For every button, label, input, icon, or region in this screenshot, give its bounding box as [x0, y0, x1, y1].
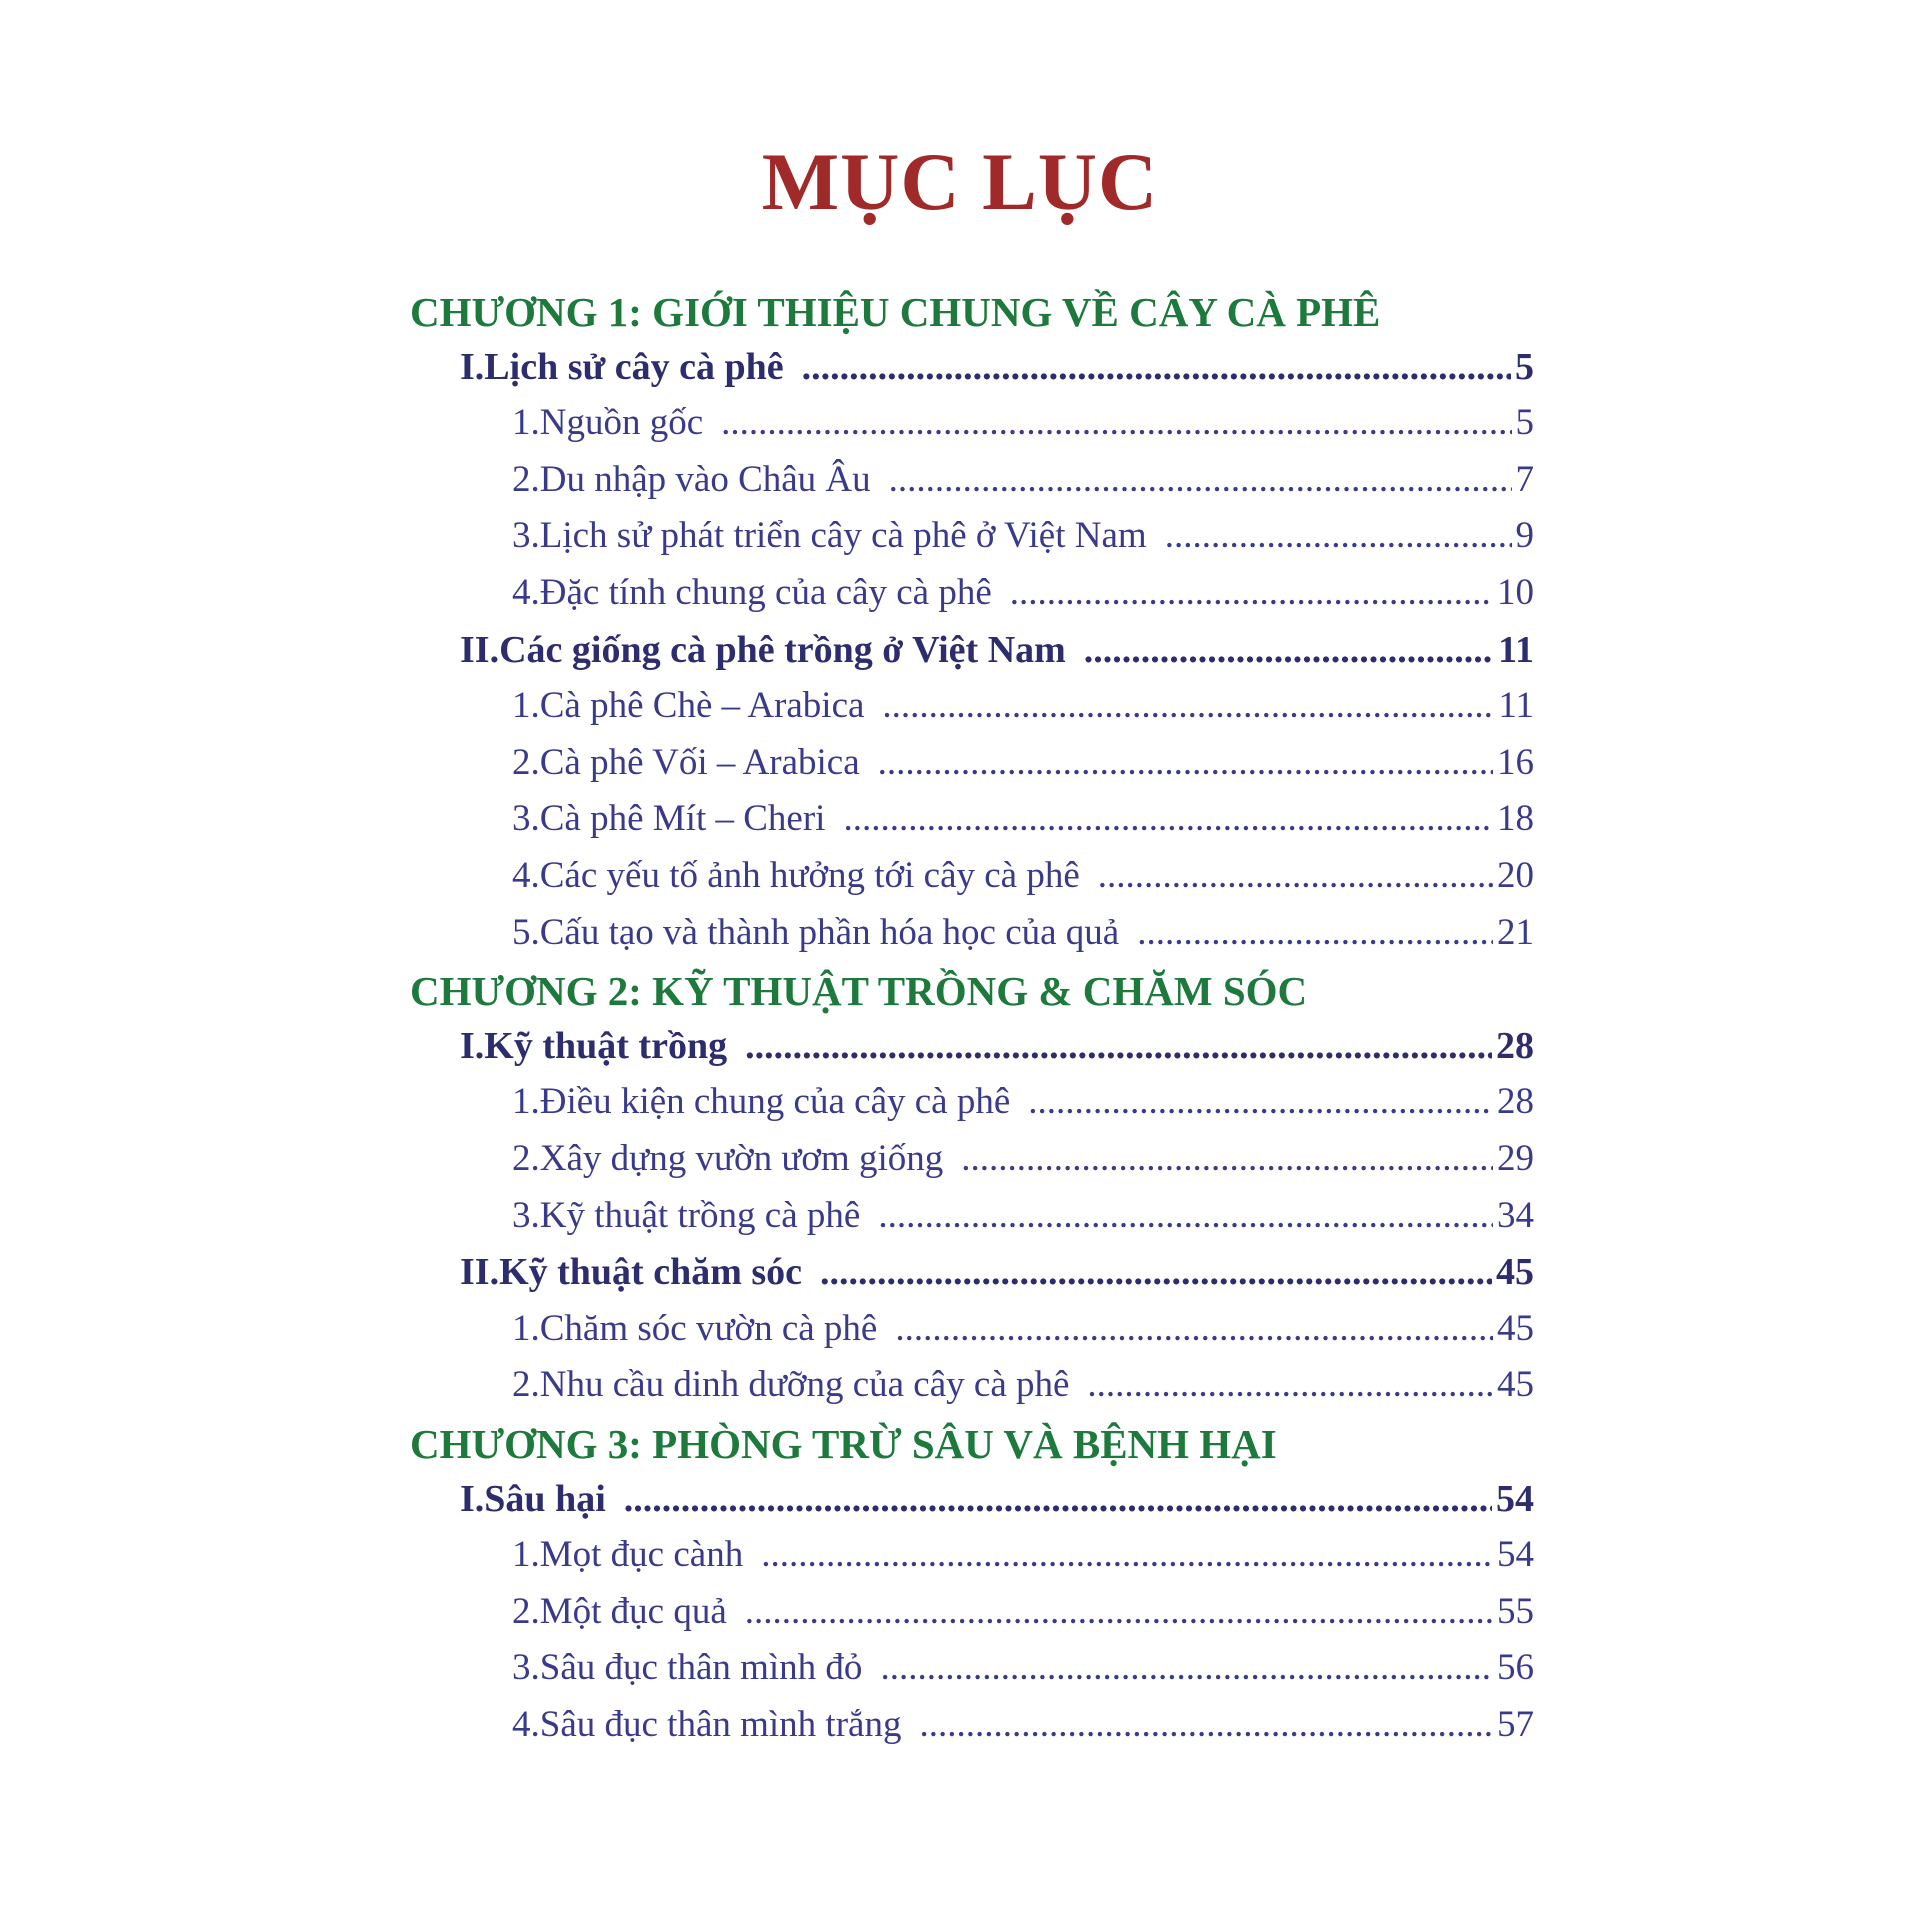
- page-number: 45: [1496, 1251, 1534, 1293]
- page-number: 11: [1498, 685, 1534, 726]
- entry-number: 5.: [512, 912, 540, 953]
- entry-number: 4.: [512, 572, 540, 613]
- toc-item: [512, 514, 1534, 557]
- toc-item: [512, 911, 1534, 954]
- dot-leader: [1010, 571, 1493, 614]
- page-number: 20: [1497, 855, 1534, 896]
- entry-number: I.: [460, 1025, 485, 1067]
- dot-leader: [745, 1590, 1493, 1633]
- entry-label: Nhu cầu dinh dưỡng của cây cà phê: [539, 1364, 1070, 1405]
- page-number: 54: [1497, 1534, 1534, 1575]
- toc-item: [512, 1533, 1534, 1576]
- entry-label: Các yếu tố ảnh hưởng tới cây cà phê: [539, 855, 1080, 896]
- entry-number: 3.: [512, 798, 540, 839]
- toc-section: [460, 1477, 1534, 1521]
- toc-item: [512, 854, 1534, 897]
- page-number: 28: [1497, 1081, 1534, 1122]
- toc-item: [512, 1703, 1534, 1746]
- entry-label: Lịch sử phát triển cây cà phê ở Việt Nam: [539, 515, 1147, 556]
- toc-item: [512, 1363, 1534, 1406]
- entry-number: 3.: [512, 1195, 540, 1236]
- dot-leader: [721, 401, 1511, 444]
- entry-number: 1.: [512, 1534, 540, 1575]
- entry-number: II.: [460, 629, 500, 671]
- toc-item: [512, 1307, 1534, 1350]
- page-number: 55: [1497, 1591, 1534, 1632]
- entry-number: 2.: [512, 1138, 540, 1179]
- page-number: 16: [1497, 742, 1534, 783]
- entry-label: Cà phê Vối – Arabica: [539, 742, 860, 783]
- entry-number: 2.: [512, 1591, 540, 1632]
- entry-number: 4.: [512, 855, 540, 896]
- page-number: 10: [1497, 572, 1534, 613]
- entry-label: Sâu hại: [484, 1478, 606, 1520]
- entry-number: 2.: [512, 742, 540, 783]
- entry-label: Điều kiện chung của cây cà phê: [539, 1081, 1011, 1122]
- page-number: 56: [1497, 1647, 1534, 1688]
- entry-label: Cà phê Mít – Cheri: [539, 798, 826, 839]
- toc-item: [512, 741, 1534, 784]
- dot-leader: [878, 741, 1493, 784]
- page-number: 11: [1498, 629, 1534, 671]
- dot-leader: [843, 797, 1493, 840]
- page-title: MỤC LỤC: [761, 136, 1159, 227]
- entry-number: 3.: [512, 1647, 540, 1688]
- toc-item: [512, 1646, 1534, 1689]
- entry-label: Một đục quả: [539, 1591, 727, 1632]
- dot-leader: [1137, 911, 1493, 954]
- page-number: 5: [1515, 346, 1534, 388]
- entry-label: Sâu đục thân mình đỏ: [539, 1647, 863, 1688]
- entry-label: Xây dựng vườn ươm giống: [539, 1138, 944, 1179]
- page-number: 54: [1496, 1478, 1534, 1520]
- entry-label: Kỹ thuật trồng cà phê: [539, 1195, 861, 1236]
- entry-number: 1.: [512, 402, 540, 443]
- entry-label: Nguồn gốc: [539, 402, 704, 443]
- page-number: 5: [1515, 402, 1534, 443]
- entry-number: 3.: [512, 515, 540, 556]
- toc-item: [512, 401, 1534, 444]
- entry-label: Kỹ thuật chăm sóc: [499, 1251, 803, 1293]
- toc-section: [460, 1024, 1534, 1068]
- page-number: 9: [1515, 515, 1534, 556]
- dot-leader: [1084, 628, 1494, 672]
- entry-label: Đặc tính chung của cây cà phê: [539, 572, 992, 613]
- page-number: 57: [1497, 1704, 1534, 1745]
- page-number: 34: [1497, 1195, 1534, 1236]
- page-number: 29: [1497, 1138, 1534, 1179]
- page-number: 45: [1497, 1308, 1534, 1349]
- toc-item: [512, 571, 1534, 614]
- toc-item: [512, 1194, 1534, 1237]
- toc-item: [512, 1590, 1534, 1633]
- dot-leader: [802, 345, 1511, 389]
- dot-leader: [624, 1477, 1492, 1521]
- entry-number: I.: [460, 346, 485, 388]
- dot-leader: [1028, 1080, 1493, 1123]
- toc-item: [512, 1137, 1534, 1180]
- entry-number: 2.: [512, 1364, 540, 1405]
- chapter-heading: CHƯƠNG 3: PHÒNG TRỪ SÂU VÀ BỆNH HẠI: [410, 1421, 1277, 1467]
- page-number: 7: [1515, 459, 1534, 500]
- entry-label: Kỹ thuật trồng: [484, 1025, 728, 1067]
- dot-leader: [880, 1646, 1493, 1689]
- entry-label: Cà phê Chè – Arabica: [539, 685, 865, 726]
- entry-number: 4.: [512, 1704, 540, 1745]
- toc-section: [460, 345, 1534, 389]
- dot-leader: [761, 1533, 1493, 1576]
- entry-number: 1.: [512, 685, 540, 726]
- dot-leader: [745, 1024, 1492, 1068]
- entry-number: 1.: [512, 1308, 540, 1349]
- entry-label: Sâu đục thân mình trắng: [539, 1704, 902, 1745]
- page-number: 45: [1497, 1364, 1534, 1405]
- entry-label: Mọt đục cành: [539, 1534, 744, 1575]
- page-number: 21: [1497, 912, 1534, 953]
- entry-label: Cấu tạo và thành phần hóa học của quả: [539, 912, 1120, 953]
- page-number: 28: [1496, 1025, 1534, 1067]
- dot-leader: [1165, 514, 1512, 557]
- toc-item: [512, 684, 1534, 727]
- entry-number: II.: [460, 1251, 500, 1293]
- page-number: 18: [1497, 798, 1534, 839]
- entry-number: I.: [460, 1478, 485, 1520]
- entry-number: 2.: [512, 459, 540, 500]
- entry-label: Du nhập vào Châu Âu: [539, 459, 871, 500]
- chapter-heading: CHƯƠNG 2: KỸ THUẬT TRỒNG & CHĂM SÓC: [410, 968, 1308, 1014]
- toc-item: [512, 1080, 1534, 1123]
- toc-section: [460, 628, 1534, 672]
- dot-leader: [1087, 1363, 1493, 1406]
- toc-item: [512, 797, 1534, 840]
- dot-leader: [895, 1307, 1493, 1350]
- chapter-heading: CHƯƠNG 1: GIỚI THIỆU CHUNG VỀ CÂY CÀ PHÊ: [410, 289, 1381, 335]
- dot-leader: [919, 1703, 1493, 1746]
- dot-leader: [889, 458, 1512, 501]
- dot-leader: [1098, 854, 1493, 897]
- dot-leader: [878, 1194, 1493, 1237]
- entry-label: Lịch sử cây cà phê: [484, 346, 784, 388]
- dot-leader: [882, 684, 1494, 727]
- toc-item: [512, 458, 1534, 501]
- entry-number: 1.: [512, 1081, 540, 1122]
- entry-label: Chăm sóc vườn cà phê: [539, 1308, 878, 1349]
- dot-leader: [961, 1137, 1493, 1180]
- dot-leader: [820, 1250, 1492, 1294]
- toc-section: [460, 1250, 1534, 1294]
- entry-label: Các giống cà phê trồng ở Việt Nam: [499, 629, 1066, 671]
